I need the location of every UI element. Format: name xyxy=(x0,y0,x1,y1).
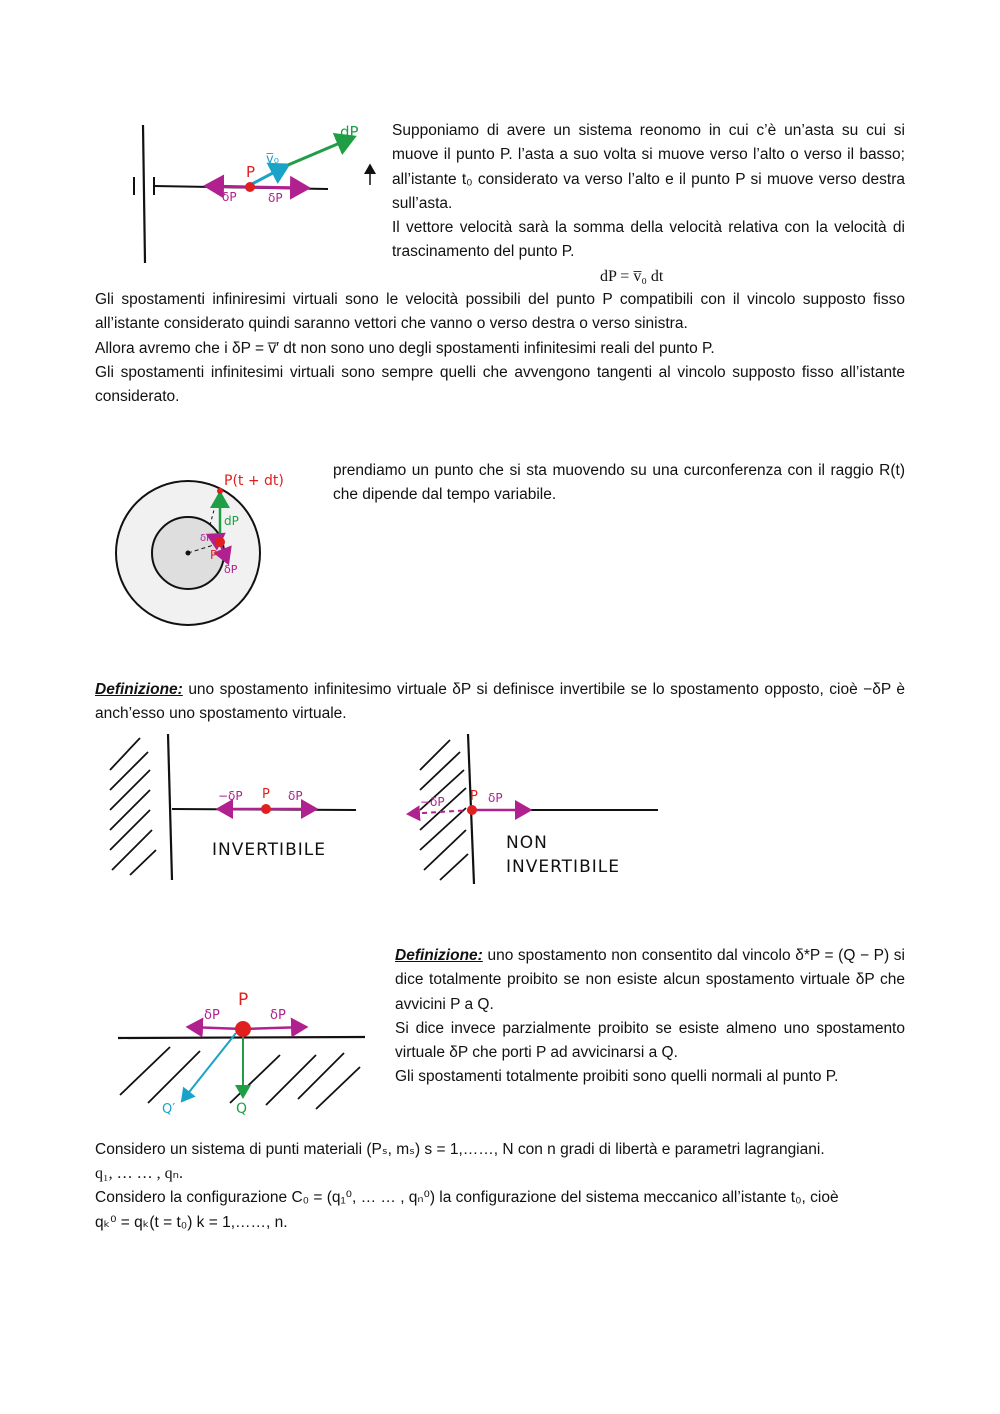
svg-text:NON: NON xyxy=(506,833,548,853)
point-p xyxy=(245,182,255,192)
section1-text2: Il vettore velocità sarà la somma della velocità relativa con la velocità di trascinamento del punto P. xyxy=(392,219,905,261)
definition2 xyxy=(395,944,905,1090)
definition1-text: uno spostamento infinitesimo virtuale δP si definisce invertibile se lo spostamento opposto, cioè −δP è anch’esso uno spostamento virtuale. xyxy=(95,681,905,723)
point-p-circle xyxy=(215,537,225,547)
definition2-text3: Gli spostamenti totalmente proibiti sono quelli normali al punto P. xyxy=(395,1068,839,1086)
label-deltaP-out: δP xyxy=(224,563,238,576)
section1-text: Supponiamo di avere un sistema reonomo in cui c’è un’asta su cui si muove il punto P. l’asta a suo volta si muove verso l’alto o verso il basso; all’istante t₀ considerato va verso l’alto e il punto P si muove verso destra sull’asta. xyxy=(392,122,905,212)
definition1-label: Definizione: xyxy=(95,681,183,698)
label-dP2: dP xyxy=(224,514,239,528)
label-P2: P xyxy=(210,548,218,562)
definition2-label: Definizione: xyxy=(395,947,483,964)
section1-formula: dP = v̅₀ dt xyxy=(600,268,664,285)
label-v0: v̅₀ xyxy=(266,152,279,167)
label-dP-right: δP xyxy=(268,191,283,205)
svg-text:Q: Q xyxy=(236,1101,248,1117)
definition1 xyxy=(95,678,905,727)
body1-p1: Gli spostamenti infiniresimi virtuali sono le velocità possibili del punto P compatibili con il vincolo supposto fisso all’istante considerato quindi saranno vettori che vanno o verso destra o verso sinistra. xyxy=(95,291,905,333)
wall-hatching xyxy=(110,738,156,875)
displacement-arrow xyxy=(288,137,354,165)
svg-text:δP: δP xyxy=(488,791,503,805)
footer-p1: Considero un sistema di punti materiali (Pₛ, mₛ) s = 1,……, N con n gradi di libertà e parametri lagrangiani. xyxy=(95,1141,825,1158)
virtual-left-arrow xyxy=(206,186,250,187)
point-p-inv xyxy=(261,804,271,814)
caption-invertible: INVERTIBILE xyxy=(212,840,326,860)
velocity-arrow xyxy=(250,165,288,185)
svg-text:INVERTIBILE: INVERTIBILE xyxy=(506,857,620,877)
footer-p4: qₖ⁰ = qₖ(t = t₀) k = 1,……, n. xyxy=(95,1213,288,1231)
footer-p2: q₁, … … , qₙ. xyxy=(95,1165,183,1183)
section2-paragraph: prendiamo un punto che si sta muovendo su una curconferenza con il raggio R(t) che dipende dal tempo variabile. xyxy=(333,462,905,504)
figure-circles xyxy=(110,465,330,637)
label-dP-left: δP xyxy=(222,190,237,204)
footer-p3: Considero la configurazione C₀ = (q₁⁰, … … , qₙ⁰) la configurazione del sistema meccanico all’istante t₀, cioè xyxy=(95,1189,839,1207)
svg-text:−δP: −δP xyxy=(218,789,243,803)
body1-p3: Gli spostamenti infinitesimi virtuali sono sempre quelli che avvengono tangenti al vincolo supposto fisso all’istante considerato. xyxy=(95,363,905,406)
body1-text xyxy=(95,288,905,409)
svg-text:−δP: −δP xyxy=(420,795,445,809)
wall-vertical xyxy=(168,734,172,880)
section1-paragraph xyxy=(392,119,905,265)
svg-text:δP: δP xyxy=(204,1008,220,1023)
body1-p2: Allora avremo che i δP = v̅′ dt non sono uno degli spostamenti infinitesimi reali del punto P. xyxy=(95,339,715,357)
svg-text:Q′: Q′ xyxy=(162,1102,176,1117)
definition2-text: uno spostamento non consentito dal vincolo δ*P = (Q − P) si dice totalmente proibito se non esiste alcun spostamento virtuale δP che avvicini P a Q. xyxy=(395,947,905,1013)
label-dP: dP xyxy=(340,123,359,141)
label-Ptdt: P(t + dt) xyxy=(224,473,284,489)
figure-moving-rod xyxy=(110,115,390,275)
svg-text:P: P xyxy=(262,787,270,802)
wall-line xyxy=(143,125,145,263)
svg-text:P: P xyxy=(470,789,478,804)
label-P: P xyxy=(246,163,256,181)
virtual-right-arrow xyxy=(250,187,308,188)
svg-text:δP: δP xyxy=(288,789,303,803)
label-deltaP-in: δP xyxy=(200,533,213,544)
svg-text:P: P xyxy=(238,990,249,1010)
figure-invertible xyxy=(100,730,360,885)
figure-forbidden xyxy=(110,985,370,1120)
definition2-text2: Si dice invece parzialmente proibito se esiste almeno uno spostamento virtuale δP che porti P ad avvicinarsi a Q. xyxy=(395,1019,905,1062)
footer-text xyxy=(95,1138,905,1235)
svg-text:δP: δP xyxy=(270,1008,286,1023)
figure-non-invertible xyxy=(400,730,670,890)
